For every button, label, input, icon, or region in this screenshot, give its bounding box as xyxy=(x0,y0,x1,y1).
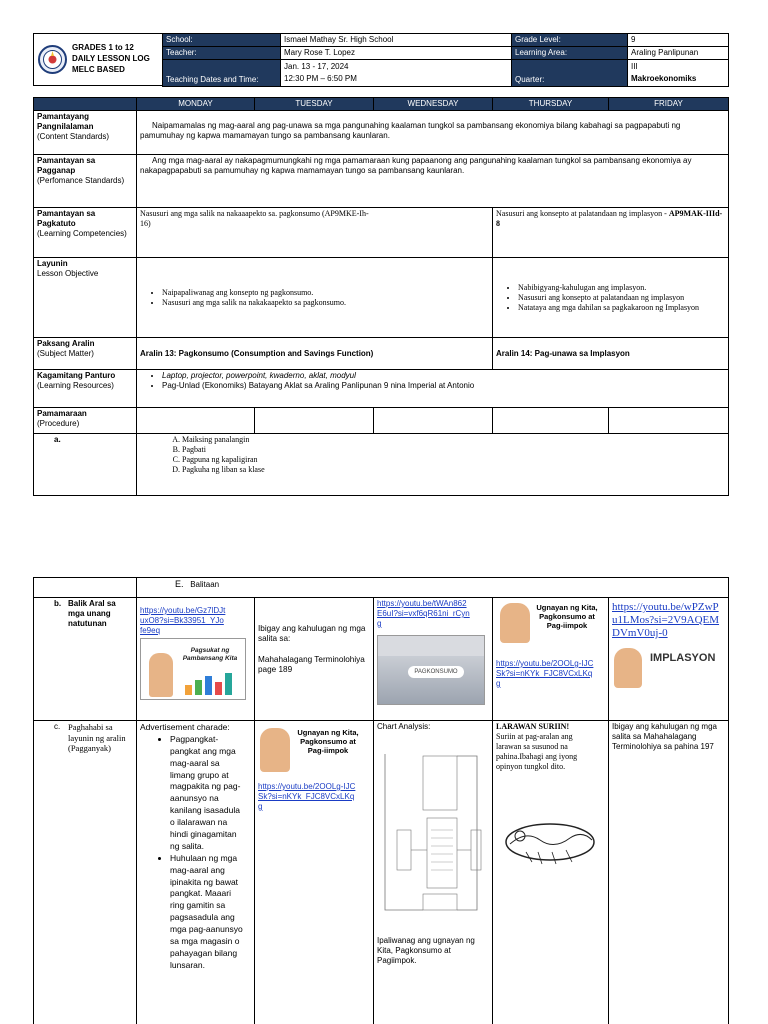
step-e-letter: E. xyxy=(175,579,184,589)
step-c-wed xyxy=(374,721,493,1024)
content-std-label-bold: Pamantayang Pangnilalaman xyxy=(37,112,94,131)
step-c-mon-title: Advertisement charade: xyxy=(140,722,230,732)
objective-left xyxy=(137,258,493,338)
procedure-wed xyxy=(374,408,493,434)
step-c-label-text: Paghahabi sa layunin ng aralin (Pagganyak) xyxy=(68,722,126,754)
time-text: 12:30 PM – 6:50 PM xyxy=(284,74,357,83)
perf-std-text-span: Ang mga mag-aaral ay nakapagmumungkahi ng mga pamamaraan kung papaanong ang pangunahing kaalaman tungkol sa pambansang ekonomiya ay nakapagpapabuti sa pamumuhay ng kapwa mamamayan tungo sa pambansang kaunlaran. xyxy=(140,156,692,175)
step-b-thu-thumbnail[interactable] xyxy=(496,599,604,657)
step-c-fri xyxy=(609,721,729,1024)
step-b-thu-thumb-title: Ugnayan ng Kita, Pagkonsumo at Pag-iimpok xyxy=(536,603,598,630)
procedure-label-sub: (Procedure) xyxy=(37,419,80,428)
step-c-tue-thumb-title: Ugnayan ng Kita, Pagkonsumo at Pag-iimpok xyxy=(297,728,359,755)
shopping-scene-icon xyxy=(378,656,485,705)
step-b-mon-link[interactable]: https://youtu.be/Gz7lDJtuxO8?si=Bk33951_YJofe9eq xyxy=(140,606,226,635)
perf-std-text xyxy=(137,155,729,208)
day-wednesday: WEDNESDAY xyxy=(374,98,493,111)
corner-cell xyxy=(34,98,137,111)
procedure-mon xyxy=(137,408,255,434)
avatar-icon xyxy=(500,603,530,643)
step-c-wed-title: Chart Analysis: xyxy=(377,722,431,731)
objective-left-list xyxy=(140,288,489,308)
perf-std-label xyxy=(34,155,137,208)
objective-label-bold: Layunin xyxy=(37,259,68,268)
subject-label-sub: (Subject Matter) xyxy=(37,349,94,358)
step-a-item: B. Pagbati xyxy=(182,445,725,455)
step-b-tue-text2: Mahahalagang Terminolohiya page 189 xyxy=(258,654,365,674)
content-std-text-span: Naipamamalas ng mag-aaral ang pag-unawa sa mga pangunahing kaalaman tungkol sa pambansang ekonomiya bilang kabahagi sa pagpapabuti ng pamumuhay ng kapwa mamamayan tungo sa pambansang kaunlaran. xyxy=(140,121,681,140)
learning-comp-left-text: Nasusuri ang mga salik na nakaaapekto sa. pagkonsumo (AP9MKE-Ih-16) xyxy=(140,209,369,228)
step-c-tue xyxy=(255,721,374,1024)
objective-right-item: • Nabibigyang-kahulugan ang implasyon. xyxy=(518,283,725,293)
quarter-text: III xyxy=(631,62,638,71)
resources-label-sub: (Learning Resources) xyxy=(37,381,114,390)
resources-text xyxy=(137,370,729,408)
learning-comp-right-code: AP9MAK-IIId-8 xyxy=(496,209,723,228)
content-std-label xyxy=(34,111,137,155)
day-monday: MONDAY xyxy=(137,98,255,111)
step-c-mon-list xyxy=(140,734,251,972)
bar-chart-icon xyxy=(183,671,239,695)
avatar-icon xyxy=(260,728,290,772)
step-c-mon-item: • Huhulaan ng mga mag-aaral ang ipinakita ng bawat pangkat. Maaari ring gamitin sa pagsasadula ang mga pag-aanunsyo sa mga magasin o pahayagan bilang lunsaran. xyxy=(170,853,243,972)
subject-label xyxy=(34,338,137,370)
step-b-fri-link[interactable]: https://youtu.be/wPZwPu1LMos?si=2V9AQEMDVmV0uj-0 xyxy=(612,601,720,639)
procedure-fri xyxy=(609,408,729,434)
step-b-wed-link[interactable]: https://youtu.be/tWAn862E6uI?si=vxf6qR61ni_rCyng xyxy=(377,599,470,628)
skeleton-illustration xyxy=(496,812,604,872)
step-b-label-text: Balik Aral sa mga unang natutunan xyxy=(68,599,116,628)
objective-right-item: • Nasusuri ang konsepto at palatandaan ng implasyon xyxy=(518,293,725,303)
lesson-log-table-page2 xyxy=(33,577,729,1024)
dates-label-text: Teaching Dates and Time: xyxy=(166,75,259,84)
area-value: Araling Panlipunan xyxy=(628,47,729,60)
step-c-thu-title: LARAWAN SURIIN! xyxy=(496,722,570,731)
school-label: School: xyxy=(163,34,281,47)
step-c-mon xyxy=(137,721,255,1024)
learning-comp-right xyxy=(493,208,729,258)
subject-text: Makroekonomiks xyxy=(631,74,697,83)
avatar-icon xyxy=(149,653,173,697)
step-b-mon-thumbnail[interactable] xyxy=(140,638,246,700)
subject-left-text: Aralin 13: Pagkonsumo (Consumption and Savings Function) xyxy=(140,348,374,358)
day-tuesday: TUESDAY xyxy=(255,98,374,111)
deped-seal-icon xyxy=(38,45,67,74)
step-b-wed-thumbnail[interactable] xyxy=(377,635,485,705)
perf-std-label-bold: Pamantayan sa Pagganap xyxy=(37,156,96,175)
step-a-item: C. Pagpuna ng kapaligiran xyxy=(182,455,725,465)
resources-list xyxy=(140,371,725,391)
resources-item-2-text: Pag-Unlad (Ekonomiks) Batayang Aklat sa Araling Panlipunan 9 nina Imperial at Antonio xyxy=(162,381,475,390)
step-b-mon-thumb-title: Pagsukat ng Pambansang Kita xyxy=(182,647,238,663)
procedure-label-bold: Pamamaraan xyxy=(37,409,87,418)
step-a-list xyxy=(140,435,725,475)
step-c-tue-thumbnail[interactable] xyxy=(258,724,366,782)
step-c-wed-text: Ipaliwanag ang ugnayan ng Kita, Pagkonsumo at Pagiimpok. xyxy=(377,936,475,965)
objective-right-item: • Natataya ang mga dahilan sa pagkakaroon ng Implasyon xyxy=(518,303,725,313)
resources-item-1-text: Laptop, projector, powerpoint, kwaderno, aklat, modyul xyxy=(162,371,356,380)
step-b-tue xyxy=(255,598,374,721)
grade-label: Grade Level: xyxy=(512,34,628,47)
day-friday: FRIDAY xyxy=(609,98,729,111)
procedure-label xyxy=(34,408,137,434)
step-a-label xyxy=(34,434,137,496)
header-title-line-1: GRADES 1 to 12 xyxy=(72,43,134,52)
grade-value: 9 xyxy=(628,34,729,47)
header-info-table xyxy=(162,33,729,87)
header-title xyxy=(72,42,164,75)
step-c-label-row xyxy=(54,722,133,754)
dates-text: Jan. 13 - 17, 2024 xyxy=(284,62,349,71)
subject-label-bold: Paksang Aralin xyxy=(37,339,95,348)
step-a-item: D. Pagkuha ng liban sa klase xyxy=(182,465,725,475)
step-b-fri xyxy=(609,598,729,721)
teacher-value: Mary Rose T. Lopez xyxy=(281,47,512,60)
learning-comp-label-sub: (Learning Competencies) xyxy=(37,229,127,238)
step-c-fri-text: Ibigay ang kahulugan ng mga salita sa Mahahalagang Terminolohiya sa pahina 197 xyxy=(612,722,717,751)
step-b-wed-thumb-title: PAGKONSUMO xyxy=(408,666,464,678)
step-b-thu xyxy=(493,598,609,721)
teacher-label: Teacher: xyxy=(163,47,281,60)
step-c-thu-text: Suriin at pag-aralan ang larawan sa susunod na pahina.Ibahagi ang iyong opinyon tungkol dito. xyxy=(496,732,578,771)
learning-comp-right-text: Nasusuri ang konsepto at palatandaan ng implasyon - xyxy=(496,209,669,218)
step-c-label xyxy=(34,721,137,1024)
resources-item-1 xyxy=(162,371,725,381)
step-b-thu-link[interactable]: https://youtu.be/2OOLg-IJCSk?si=nKYk_FJC8VCxLKqg xyxy=(496,659,594,688)
perf-std-label-sub: (Perfomance Standards) xyxy=(37,176,125,185)
subject-right-text: Aralin 14: Pag-unawa sa Implasyon xyxy=(496,348,630,358)
avatar-icon xyxy=(614,648,642,688)
content-std-label-sub: (Content Standards) xyxy=(37,132,110,141)
school-value: Ismael Mathay Sr. High School xyxy=(281,34,512,47)
subject-left xyxy=(137,338,493,370)
step-c-tue-link[interactable]: https://youtu.be/2OOLg-IJCSk?si=nKYk_FJC8VCxLKqg xyxy=(258,782,356,811)
step-b-wed xyxy=(374,598,493,721)
learning-comp-left xyxy=(137,208,493,258)
learning-comp-label-bold: Pamantayan sa Pagkatuto xyxy=(37,209,96,228)
step-b-label xyxy=(34,598,137,721)
resources-label-bold: Kagamitang Panturo xyxy=(37,371,116,380)
objective-label xyxy=(34,258,137,338)
resources-label xyxy=(34,370,137,408)
header-title-line-2: DAILY LESSON LOG xyxy=(72,54,150,63)
step-b-mon xyxy=(137,598,255,721)
objective-right-list xyxy=(496,283,725,313)
day-thursday: THURSDAY xyxy=(493,98,609,111)
dates-label xyxy=(163,60,281,87)
step-a-item: A. Maiksing panalangin xyxy=(182,435,725,445)
subject-right xyxy=(493,338,729,370)
step-b-label-row xyxy=(54,599,133,629)
quarter-label xyxy=(512,60,628,87)
step-a-letter: a. xyxy=(54,435,61,444)
header-logo-box xyxy=(33,33,163,86)
quarter-value xyxy=(628,60,729,87)
step-b-letter: b. xyxy=(54,599,62,608)
step-b-fri-thumbnail[interactable] xyxy=(612,642,724,692)
flow-chart-diagram xyxy=(377,740,485,926)
step-b-fri-thumb-title: IMPLASYON xyxy=(650,652,716,664)
step-a-content xyxy=(137,434,729,496)
step-c-letter: c. xyxy=(54,722,61,731)
header-title-line-3: MELC BASED xyxy=(72,65,125,74)
objective-label-sub: Lesson Objective xyxy=(37,269,99,278)
step-e-text: Balitaan xyxy=(190,580,220,589)
objective-left-item: • Naipapaliwanag ang konsepto ng pagkonsumo. xyxy=(162,288,489,298)
step-e-content xyxy=(137,578,729,598)
step-e-label xyxy=(34,578,137,598)
procedure-thu xyxy=(493,408,609,434)
objective-right xyxy=(493,258,729,338)
learning-comp-label xyxy=(34,208,137,258)
step-b-tue-text1: Ibigay ang kahulugan ng mga salita sa: xyxy=(258,624,366,644)
procedure-tue xyxy=(255,408,374,434)
dates-value xyxy=(281,60,512,87)
step-c-mon-item: • Pagpangkat-pangkat ang mga mag-aaral sa limang grupo at magpakita ng pag-aanunsyo na kanilang isasadula o ilalarawan na hindi ginagamitan ng salita. xyxy=(170,734,243,853)
step-c-thu xyxy=(493,721,609,1024)
resources-item-2 xyxy=(162,381,725,391)
objective-left-item: • Nasusuri ang mga salik na nakakaapekto sa pagkonsumo. xyxy=(162,298,489,308)
header-block xyxy=(33,33,728,86)
area-label: Learning Area: xyxy=(512,47,628,60)
lesson-log-table xyxy=(33,97,729,496)
quarter-label-text: Quarter: xyxy=(515,75,545,84)
content-std-text xyxy=(137,111,729,155)
